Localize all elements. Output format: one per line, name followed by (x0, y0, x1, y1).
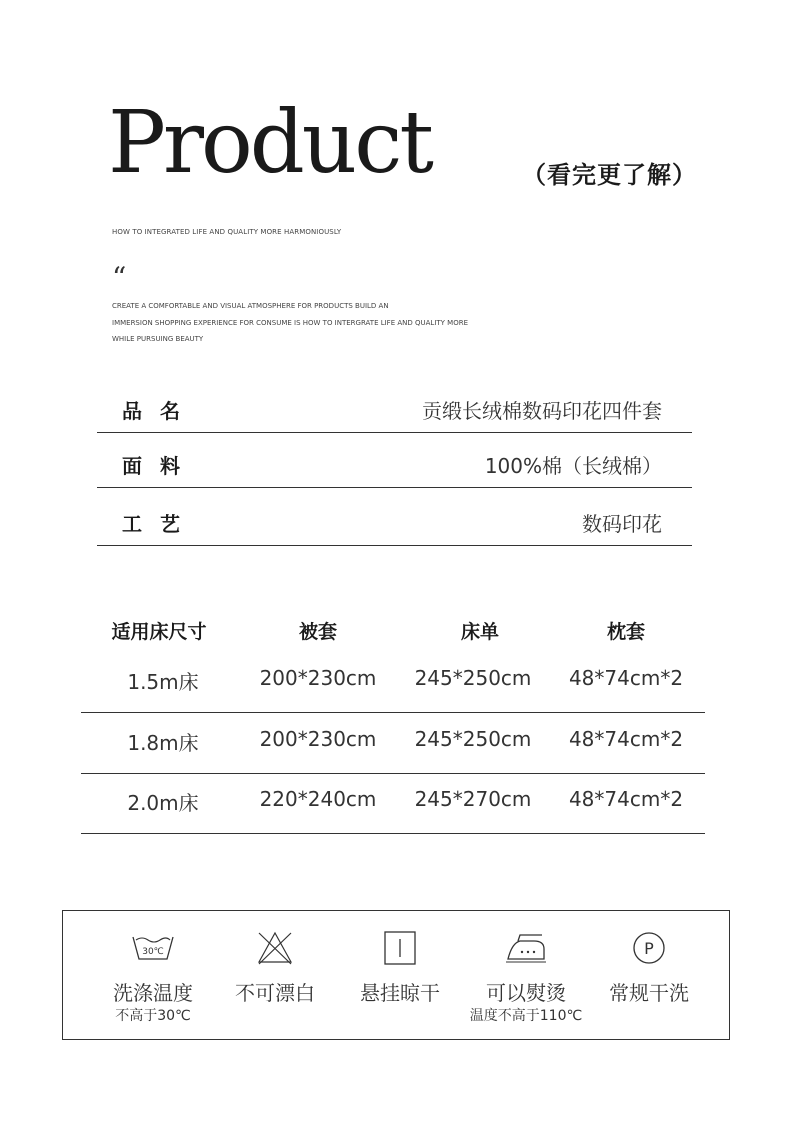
care-instructions (62, 910, 730, 1040)
iron-icon (504, 931, 548, 965)
spec-value: 数码印花 (582, 512, 662, 536)
table-cell: 200*230cm (259, 727, 377, 751)
description-line: IMMERSION SHOPPING EXPERIENCE FOR CONSUME IS HOW TO INTERGRATE LIFE AND QUALITY MORE (112, 318, 468, 327)
size-header: 适用床尺寸 (111, 621, 207, 643)
hang-dry-icon (378, 931, 422, 965)
care-label: 不可漂白 (235, 981, 315, 1005)
care-label: 常规干洗 (609, 981, 689, 1005)
care-item-iron (461, 911, 591, 1041)
care-label: 悬挂晾干 (360, 981, 440, 1005)
spec-row-craft (97, 490, 692, 546)
care-item-bleach (210, 911, 340, 1041)
wash-30-icon (131, 931, 175, 965)
table-cell: 48*74cm*2 (568, 787, 684, 811)
care-note: 温度不高于110℃ (469, 1008, 583, 1024)
page-subtitle: （看完更了解） (522, 161, 697, 189)
table-cell: 245*250cm (414, 666, 532, 690)
care-note: 不高于30℃ (115, 1008, 191, 1024)
table-cell: 1.5m床 (127, 670, 199, 694)
care-item-dryclean (584, 911, 714, 1041)
spec-label: 工艺 (122, 512, 198, 536)
table-row (81, 713, 705, 774)
size-header: 枕套 (606, 621, 645, 643)
spec-label: 面料 (122, 454, 198, 478)
spec-row-name (97, 377, 692, 433)
size-header: 床单 (460, 621, 499, 643)
table-cell: 48*74cm*2 (568, 666, 684, 690)
quote-mark-icon: “ (112, 261, 127, 294)
description-line: WHILE PURSUING BEAUTY (112, 335, 204, 343)
table-cell: 2.0m床 (127, 791, 199, 815)
table-row (81, 652, 705, 713)
table-cell: 48*74cm*2 (568, 727, 684, 751)
care-item-dry (335, 911, 465, 1041)
table-cell: 220*240cm (259, 787, 377, 811)
dry-clean-letter: P (644, 939, 654, 958)
care-label: 洗涤温度 (113, 981, 193, 1005)
wash-temp-text: 30℃ (142, 947, 164, 957)
spec-value: 贡缎长绒棉数码印花四件套 (422, 399, 662, 423)
size-header: 被套 (298, 621, 337, 643)
page-title: Product (108, 93, 431, 193)
table-row (81, 773, 705, 834)
description (112, 298, 468, 348)
table-cell: 245*250cm (414, 727, 532, 751)
spec-row-fabric (97, 432, 692, 488)
care-label: 可以熨烫 (486, 981, 566, 1005)
spec-label: 品名 (122, 399, 198, 423)
description-line: CREATE A COMFORTABLE AND VISUAL ATMOSPHERE FOR PRODUCTS BUILD AN (112, 302, 389, 310)
no-bleach-icon (253, 931, 297, 965)
spec-value: 100%棉（长绒棉） (484, 454, 662, 478)
table-cell: 200*230cm (259, 666, 377, 690)
dry-clean-p-icon (627, 931, 671, 965)
care-item-wash (88, 911, 218, 1041)
table-cell: 1.8m床 (127, 731, 199, 755)
table-cell: 245*270cm (414, 787, 532, 811)
tagline: HOW TO INTEGRATED LIFE AND QUALITY MORE HARMONIOUSLY (112, 228, 342, 236)
